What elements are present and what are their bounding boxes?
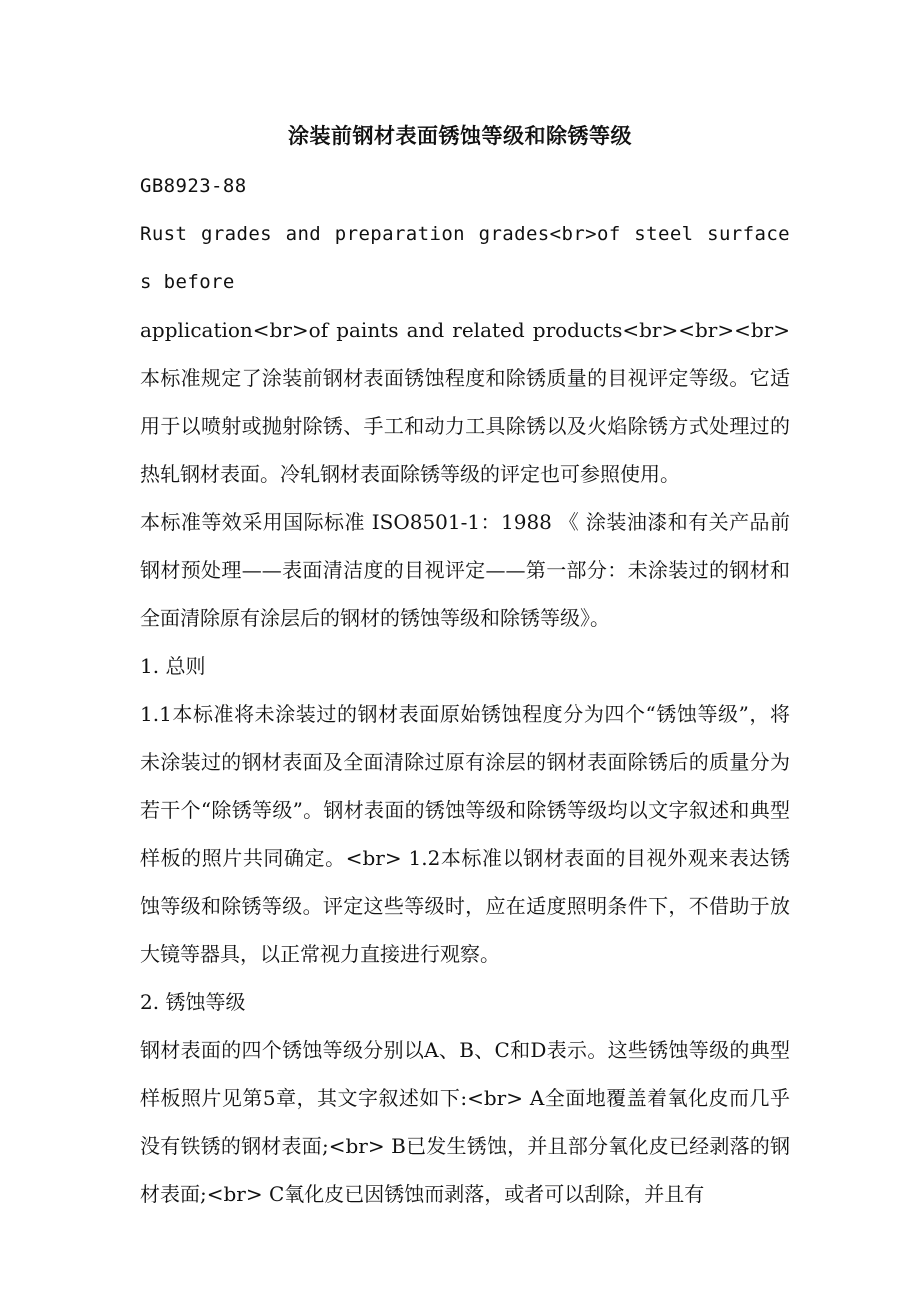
intro-paragraph: application<br>of paints and related products<br><br><br> 本标准规定了涂装前钢材表面锈蚀程度和除锈质量的目视评定等级。它适用于以喷射或抛射除锈、手工和动力工具除锈以及火焰除锈方式处理过的热轧钢材表面。冷轧钢材表面除锈等级的评定也可参照使用。 [140,318,790,486]
section-1-body: 1.1本标准将未涂装过的钢材表面原始锈蚀程度分为四个“锈蚀等级”，将未涂装过的钢材表面及全面清除过原有涂层的钢材表面除锈后的质量分为若干个“除锈等级”。钢材表面的锈蚀等级和除锈等级均以文字叙述和典型样板的照片共同确定。<br> 1.2本标准以钢材表面的目视外观来表达锈蚀等级和除锈等级。评定这些等级时，应在适度照明条件下，不借助于放大镜等器具，以正常视力直接进行观察。 [140,702,790,966]
section-1-heading: 1. 总则 [140,654,206,678]
section-2-body: 钢材表面的四个锈蚀等级分别以A、B、C和D表示。这些锈蚀等级的典型样板照片见第5章，其文字叙述如下:<br> A全面地覆盖着氧化皮而几乎没有铁锈的钢材表面;<br> B已发生锈蚀，并且部分氧化皮已经剥落的钢材表面;<br> C氧化皮已因锈蚀而剥落，或者可以刮除，并且有 [140,1038,790,1206]
document-body [140,162,790,1218]
standard-code: GB8923-88 [140,175,247,197]
document-title: 涂装前钢材表面锈蚀等级和除锈等级 [288,124,632,148]
equivalence-paragraph: 本标准等效采用国际标准 ISO8501-1：1988 《 涂装油漆和有关产品前钢材预处理——表面清洁度的目视评定——第一部分：未涂装过的钢材和全面清除原有涂层后的钢材的锈蚀等级和除锈等级》。 [140,510,790,630]
english-title: Rust grades and preparation grades<br>of steel surfaces before [140,223,790,293]
section-2-heading: 2. 锈蚀等级 [140,990,246,1014]
